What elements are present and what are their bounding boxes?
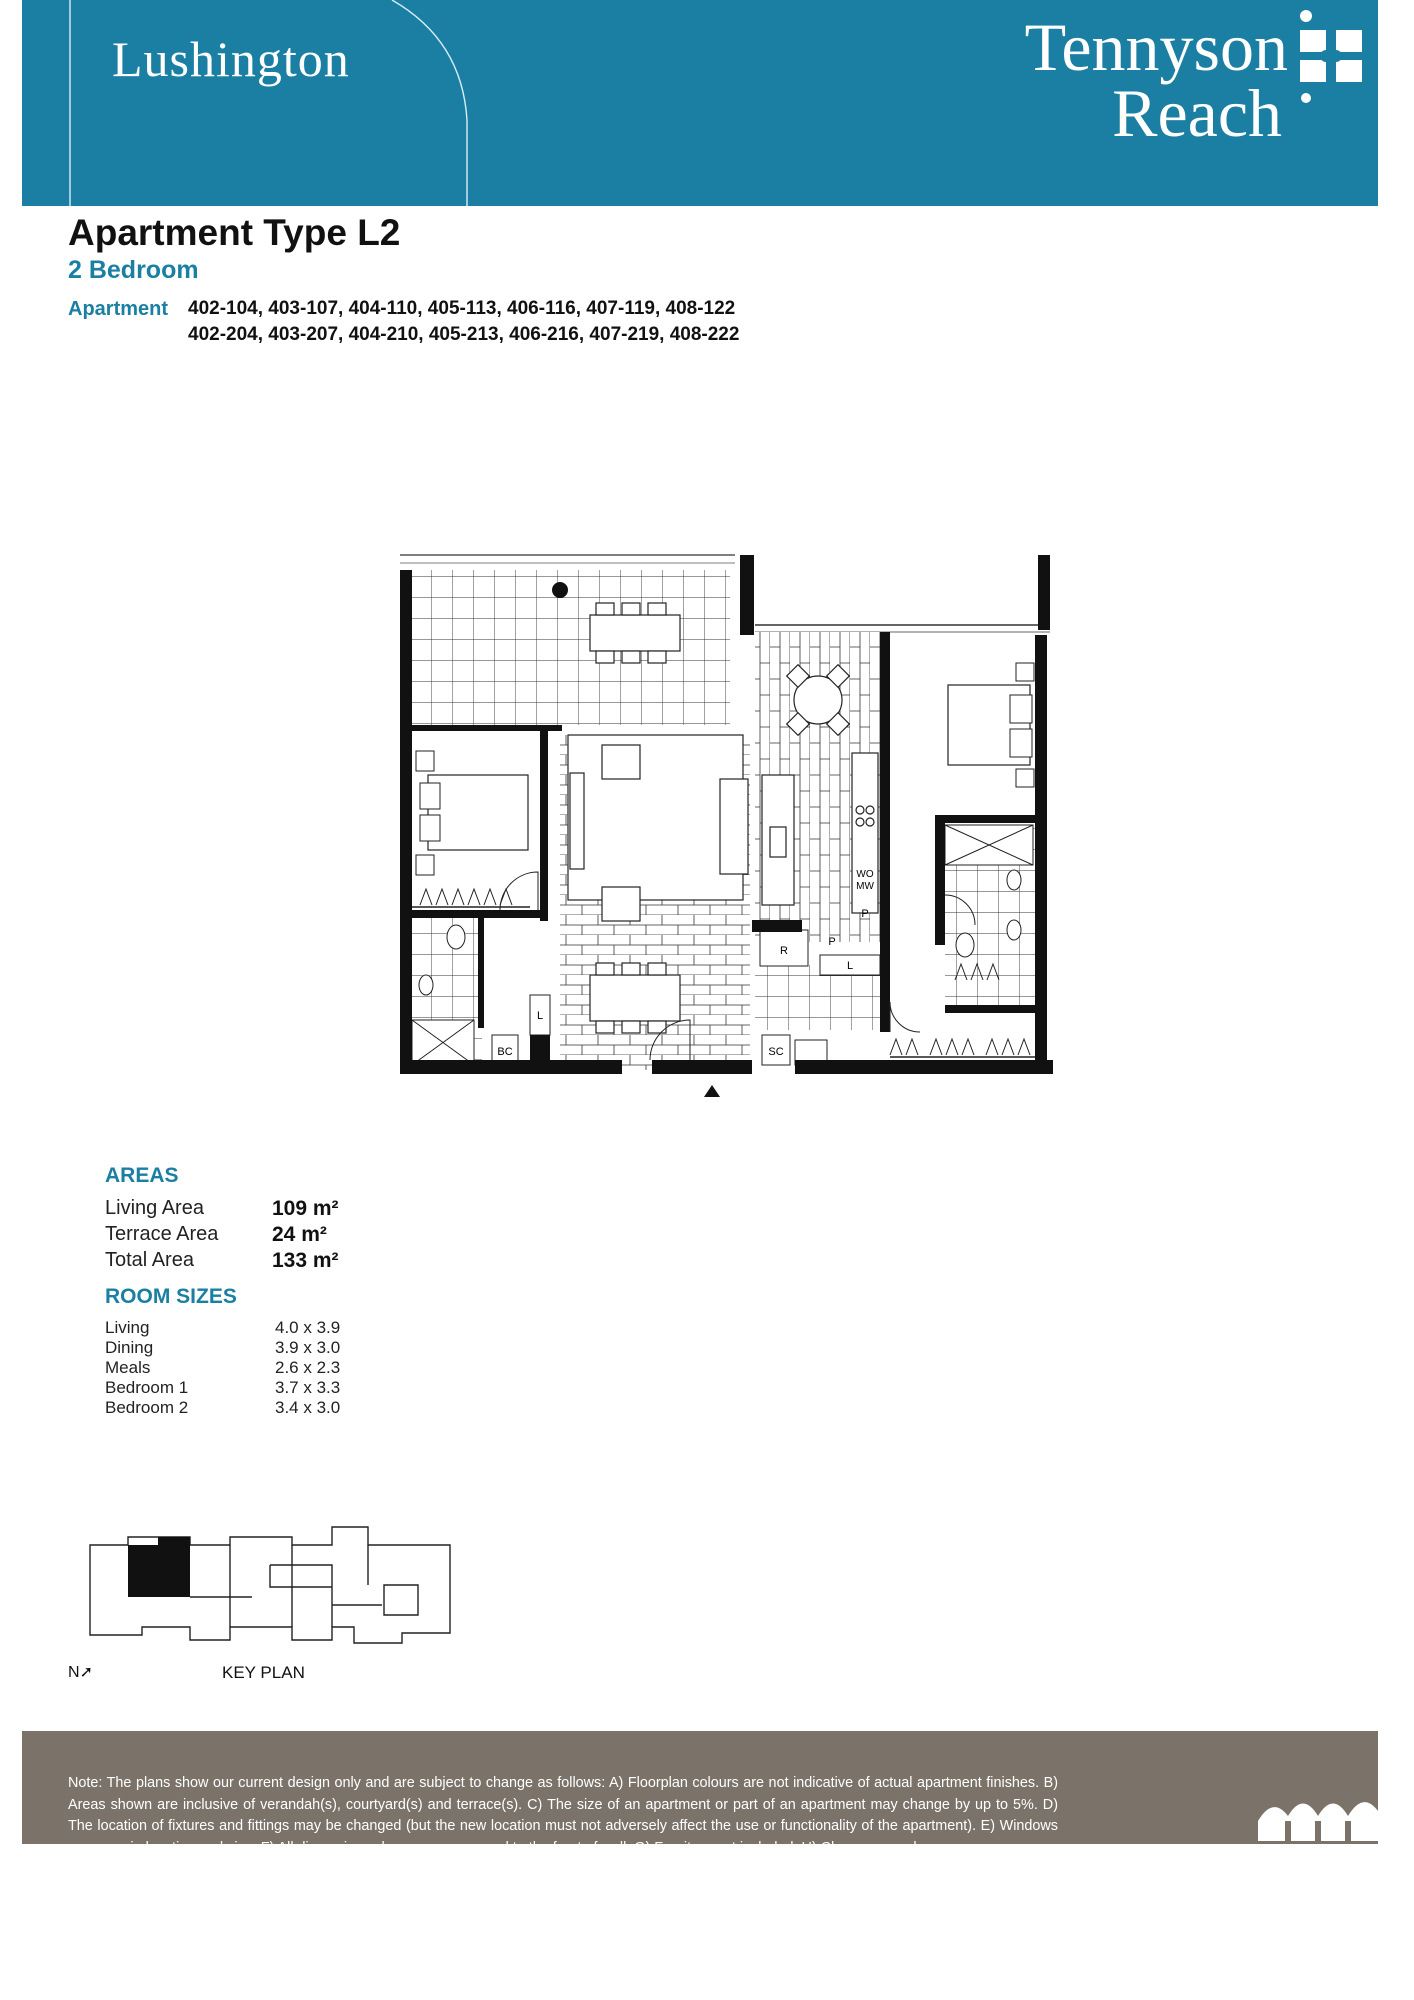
room-name-dining: Dining [105,1338,154,1357]
north-indicator [68,1662,93,1682]
apartment-numbers-line-2: 402-204, 403-207, 404-210, 405-213, 406-216, 407-219, 408-222 [188,324,740,345]
footer-disclaimer [22,1731,1378,1856]
label-sc: SC [768,1046,784,1058]
room-size-bedroom-1: 3.7 x 3.3 [275,1378,341,1397]
area-value-total: 133 m² [272,1249,339,1272]
bathroom-right [945,825,1035,1005]
brand-logotype [1024,9,1288,151]
bedroom-1 [890,635,1040,810]
area-label-terrace: Terrace Area [105,1223,219,1245]
area-value-living: 109 m² [272,1197,339,1220]
room-size-bedroom-2: 3.4 x 3.0 [275,1398,341,1417]
label-l2: L [846,960,854,972]
room-name-bedroom-2: Bedroom 2 [105,1398,189,1417]
bedroom-count: 2 Bedroom [68,256,199,284]
key-plan-label: KEY PLAN [222,1663,305,1682]
bedroom-2 [412,735,552,940]
room-size-living: 4.0 x 3.9 [275,1318,341,1337]
area-value-terrace: 24 m² [272,1223,327,1246]
label-wo: WO [856,869,874,880]
robe-right [890,1039,1030,1055]
label-r: R [780,945,788,957]
developer-logo-icon [1258,1781,1378,1841]
terrace-right [755,625,1050,632]
room-sizes-heading: ROOM SIZES [105,1285,237,1308]
room-name-living: Living [105,1318,150,1337]
area-label-total: Total Area [105,1249,194,1271]
brand-line-1: Tennyson [1024,9,1288,85]
disclaimer-note: Note: The plans show our current design only and are subject to change as follows: A) Floorplan colours are not indicative of actual apartment finishes. B) Areas shown are inclusive of verandah(s), courtyard(s) and terrace(s). C) The size of an apartment or part of an apartment may change by up to 5%. D) The location of fixtures and fittings may be changed (but the new location must not adversely affect the use or functionality of the apartment). E) Windows may vary in location and size. F) All dimensions shown are measured to the front of wall. G) Furniture not included. H) Changes may be [68,1775,1058,1856]
label-l1: L [536,1010,544,1022]
room-size-dining: 3.9 x 3.0 [275,1338,341,1357]
label-bc: BC [497,1046,513,1058]
key-plan-highlight [128,1545,190,1597]
area-label-living: Living Area [105,1197,204,1219]
entry-arrow-icon [704,1085,720,1097]
room-name-bedroom-1: Bedroom 1 [105,1378,189,1397]
building-name: Lushington [112,31,350,87]
bathroom-left [412,915,482,1065]
room-name-meals: Meals [105,1358,151,1377]
header-banner [22,0,1378,206]
floor-plan [390,535,1070,1095]
apartment-numbers-line-1: 402-104, 403-107, 404-110, 405-113, 406-116, 407-119, 408-122 [188,298,736,319]
label-p1: P [861,908,869,920]
apartment-list-label: Apartment [68,298,169,320]
label-p2: P [828,936,836,948]
brand-mark-icon [1292,8,1372,108]
room-size-meals: 2.6 x 2.3 [275,1358,341,1377]
north-arrow-icon: ➚ [79,1664,93,1681]
areas-heading: AREAS [105,1164,179,1187]
page-title: Apartment Type L2 [68,212,401,253]
brand-line-2: Reach [1112,75,1282,151]
north-label: N [68,1664,80,1681]
key-plan-diagram [62,1525,462,1655]
label-mw: MW [856,881,874,892]
terrace-left [400,555,735,725]
